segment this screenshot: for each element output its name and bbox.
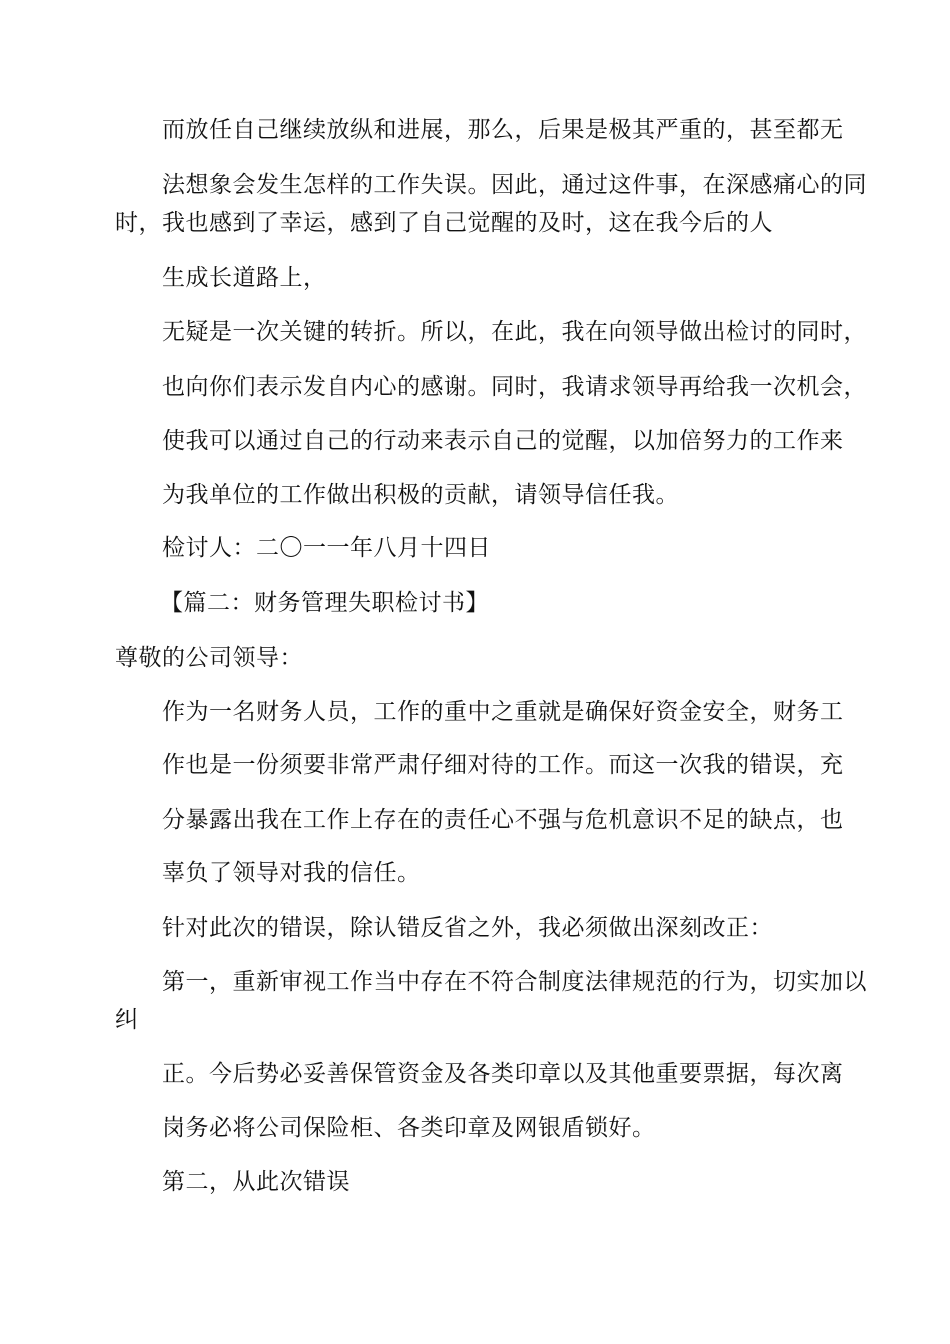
paragraph-line: 作也是一份须要非常严肃仔细对待的工作。而这一次我的错误，充 xyxy=(162,752,844,778)
paragraph-line: 正。今后势必妥善保管资金及各类印章以及其他重要票据，每次离 xyxy=(162,1061,844,1087)
paragraph-line: 为我单位的工作做出积极的贡献，请领导信任我。 xyxy=(162,482,679,508)
paragraph-line: 法想象会发生怎样的工作失误。因此，通过这件事，在深感痛心的同 xyxy=(162,172,867,198)
salutation: 尊敬的公司领导： xyxy=(115,645,303,671)
paragraph-line: 时，我也感到了幸运，感到了自己觉醒的及时，这在我今后的人 xyxy=(115,210,773,236)
paragraph-line: 第二，从此次错误 xyxy=(162,1169,350,1195)
paragraph-line: 分暴露出我在工作上存在的责任心不强与危机意识不足的缺点，也 xyxy=(162,807,844,833)
paragraph-line: 辜负了领导对我的信任。 xyxy=(162,860,421,886)
paragraph-line: 无疑是一次关键的转折。所以，在此，我在向领导做出检讨的同时， xyxy=(162,319,867,345)
paragraph-line: 纠 xyxy=(115,1007,139,1033)
paragraph-line: 生成长道路上， xyxy=(162,265,327,291)
section-heading: 【篇二：财务管理失职检讨书】 xyxy=(160,590,489,616)
paragraph-line: 使我可以通过自己的行动来表示自己的觉醒，以加倍努力的工作来 xyxy=(162,428,844,454)
paragraph-line: 而放任自己继续放纵和进展，那么，后果是极其严重的，甚至都无 xyxy=(162,117,844,143)
paragraph-line: 岗务必将公司保险柜、各类印章及网银盾锁好。 xyxy=(162,1115,656,1141)
signature-line: 检讨人：二〇一一年八月十四日 xyxy=(162,535,491,561)
paragraph-line: 也向你们表示发自内心的感谢。同时，我请求领导再给我一次机会， xyxy=(162,374,867,400)
paragraph-line: 针对此次的错误，除认错反省之外，我必须做出深刻改正： xyxy=(162,915,773,941)
paragraph-line: 作为一名财务人员，工作的重中之重就是确保好资金安全，财务工 xyxy=(162,699,844,725)
paragraph-line: 第一，重新审视工作当中存在不符合制度法律规范的行为，切实加以 xyxy=(162,969,867,995)
